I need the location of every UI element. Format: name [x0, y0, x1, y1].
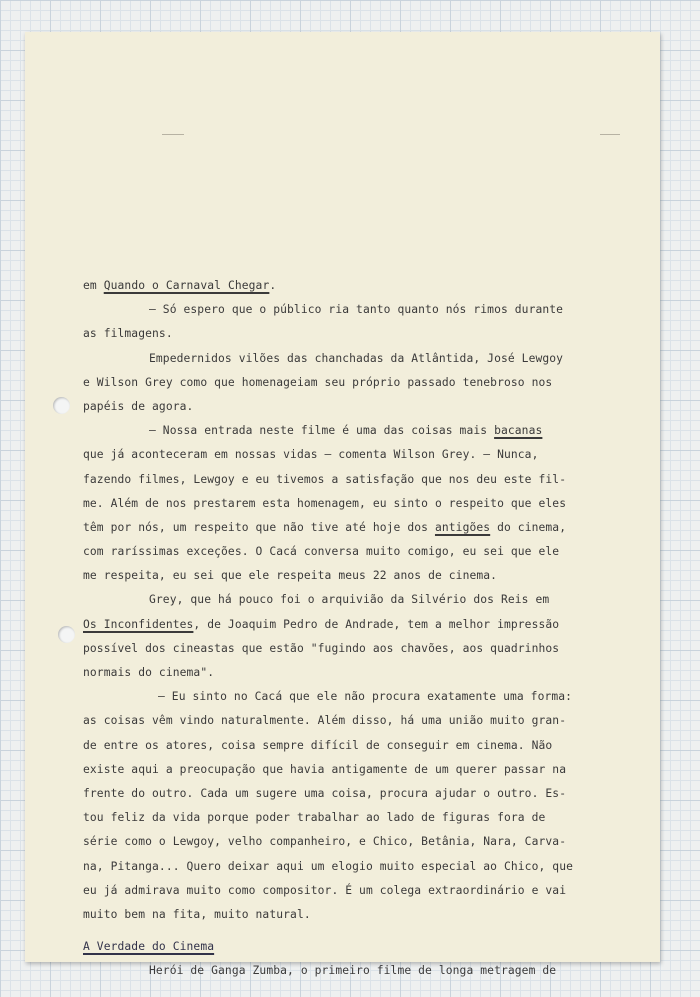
text-line [83, 637, 643, 661]
underlined-text: antigões [434, 520, 491, 534]
text-line [83, 468, 643, 492]
text-line [83, 540, 643, 564]
text-line [83, 564, 643, 588]
text-line [83, 492, 643, 516]
text-line [83, 830, 643, 854]
line-text: de entre os atores, coisa sempre difícil de conseguir em cinema. Não [83, 738, 553, 752]
underlined-text: bacanas [494, 424, 543, 438]
line-text: têm por nós, um respeito que não tive até hoje dos [83, 520, 435, 534]
section-heading [83, 935, 643, 959]
text-line [83, 395, 643, 419]
text-line [83, 734, 643, 758]
line-text: as filmagens. [83, 327, 173, 341]
line-text: possível dos cineastas que estão "fugindo aos chavões, aos quadrinhos [83, 641, 560, 655]
text-line [83, 661, 643, 685]
text-line [83, 347, 643, 371]
text-line [83, 274, 643, 298]
underlined-text: Os Inconfidentes [83, 617, 194, 631]
line-text: com raríssimas exceções. O Cacá conversa muito comigo, eu sei que ele [83, 545, 560, 559]
line-text: tou feliz da vida porque poder trabalhar ao lado de figuras fora de [83, 811, 546, 825]
text-line [83, 371, 643, 395]
text-line [83, 443, 643, 467]
line-text: — Nossa entrada neste filme é uma das coisas mais [149, 424, 495, 438]
line-text: Grey, que há pouco foi o arquivião da Silvério dos Reis em [149, 593, 550, 607]
line-text: Empedernidos vilões das chanchadas da Atlântida, José Lewgoy [149, 351, 564, 365]
line-text: me respeita, eu sei que ele respeita meus 22 anos de cinema. [83, 569, 498, 583]
smudge-mark [162, 134, 184, 135]
line-text: na, Pitanga... Quero deixar aqui um elogio muito especial ao Chico, que [83, 859, 573, 873]
text-line [83, 613, 643, 637]
line-text: — Só espero que o público ria tanto quanto nós rimos durante [149, 303, 564, 317]
text-line [83, 298, 643, 322]
text-line [83, 588, 643, 612]
line-text: que já aconteceram em nossas vidas — comenta Wilson Grey. — Nunca, [83, 448, 539, 462]
typewritten-page [25, 32, 660, 978]
line-text: muito bem na fita, muito natural. [83, 907, 311, 921]
punch-hole [53, 397, 70, 414]
text-line [83, 879, 643, 903]
text-line [83, 806, 643, 830]
smudge-mark [600, 134, 620, 135]
line-text: normais do cinema". [83, 666, 215, 679]
text-line [83, 685, 643, 709]
line-text: Herói de Ganga Zumba, o primeiro filme de longa metragem de [149, 964, 557, 978]
line-text: em [83, 279, 104, 292]
line-text: frente do outro. Cada um sugere uma coisa, procura ajudar o outro. Es- [83, 786, 567, 800]
line-text: eu já admirava muito como compositor. É um colega extraordinário e vai [83, 883, 567, 897]
line-text: as coisas vêm vindo naturalmente. Além disso, há uma união muito gran- [83, 714, 567, 728]
text-line [83, 758, 643, 782]
text-line [83, 709, 643, 733]
text-line [83, 782, 643, 806]
line-text: série como o Lewgoy, velho companheiro, e Chico, Betânia, Nara, Carva- [83, 835, 567, 849]
text-line [83, 959, 643, 983]
text-line [83, 516, 643, 540]
text-line [83, 419, 643, 443]
line-text: do cinema, [490, 520, 567, 534]
punch-hole [58, 626, 75, 643]
line-text: — Eu sinto no Cacá que ele não procura exatamente uma forma: [158, 690, 573, 704]
text-line [83, 855, 643, 879]
underlined-text: A Verdade do Cinema [83, 940, 215, 954]
line-text: . [269, 279, 277, 292]
text-line [83, 322, 643, 346]
text-line [83, 903, 643, 927]
line-text: me. Além de nos prestarem esta homenagem, eu sinto o respeito que eles [83, 496, 567, 510]
line-text: , de Joaquim Pedro de Andrade, tem a melhor impressão [193, 617, 560, 631]
underlined-text: Quando o Carnaval Chegar [103, 279, 270, 292]
line-text: e Wilson Grey como que homenageiam seu próprio passado tenebroso nos [83, 375, 553, 389]
line-text: existe aqui a preocupação que havia antigamente de um querer passar na [83, 762, 567, 776]
line-text: fazendo filmes, Lewgoy e eu tivemos a satisfação que nos deu este fil- [83, 472, 567, 486]
line-text: papéis de agora. [83, 399, 194, 413]
page-text [83, 274, 643, 983]
